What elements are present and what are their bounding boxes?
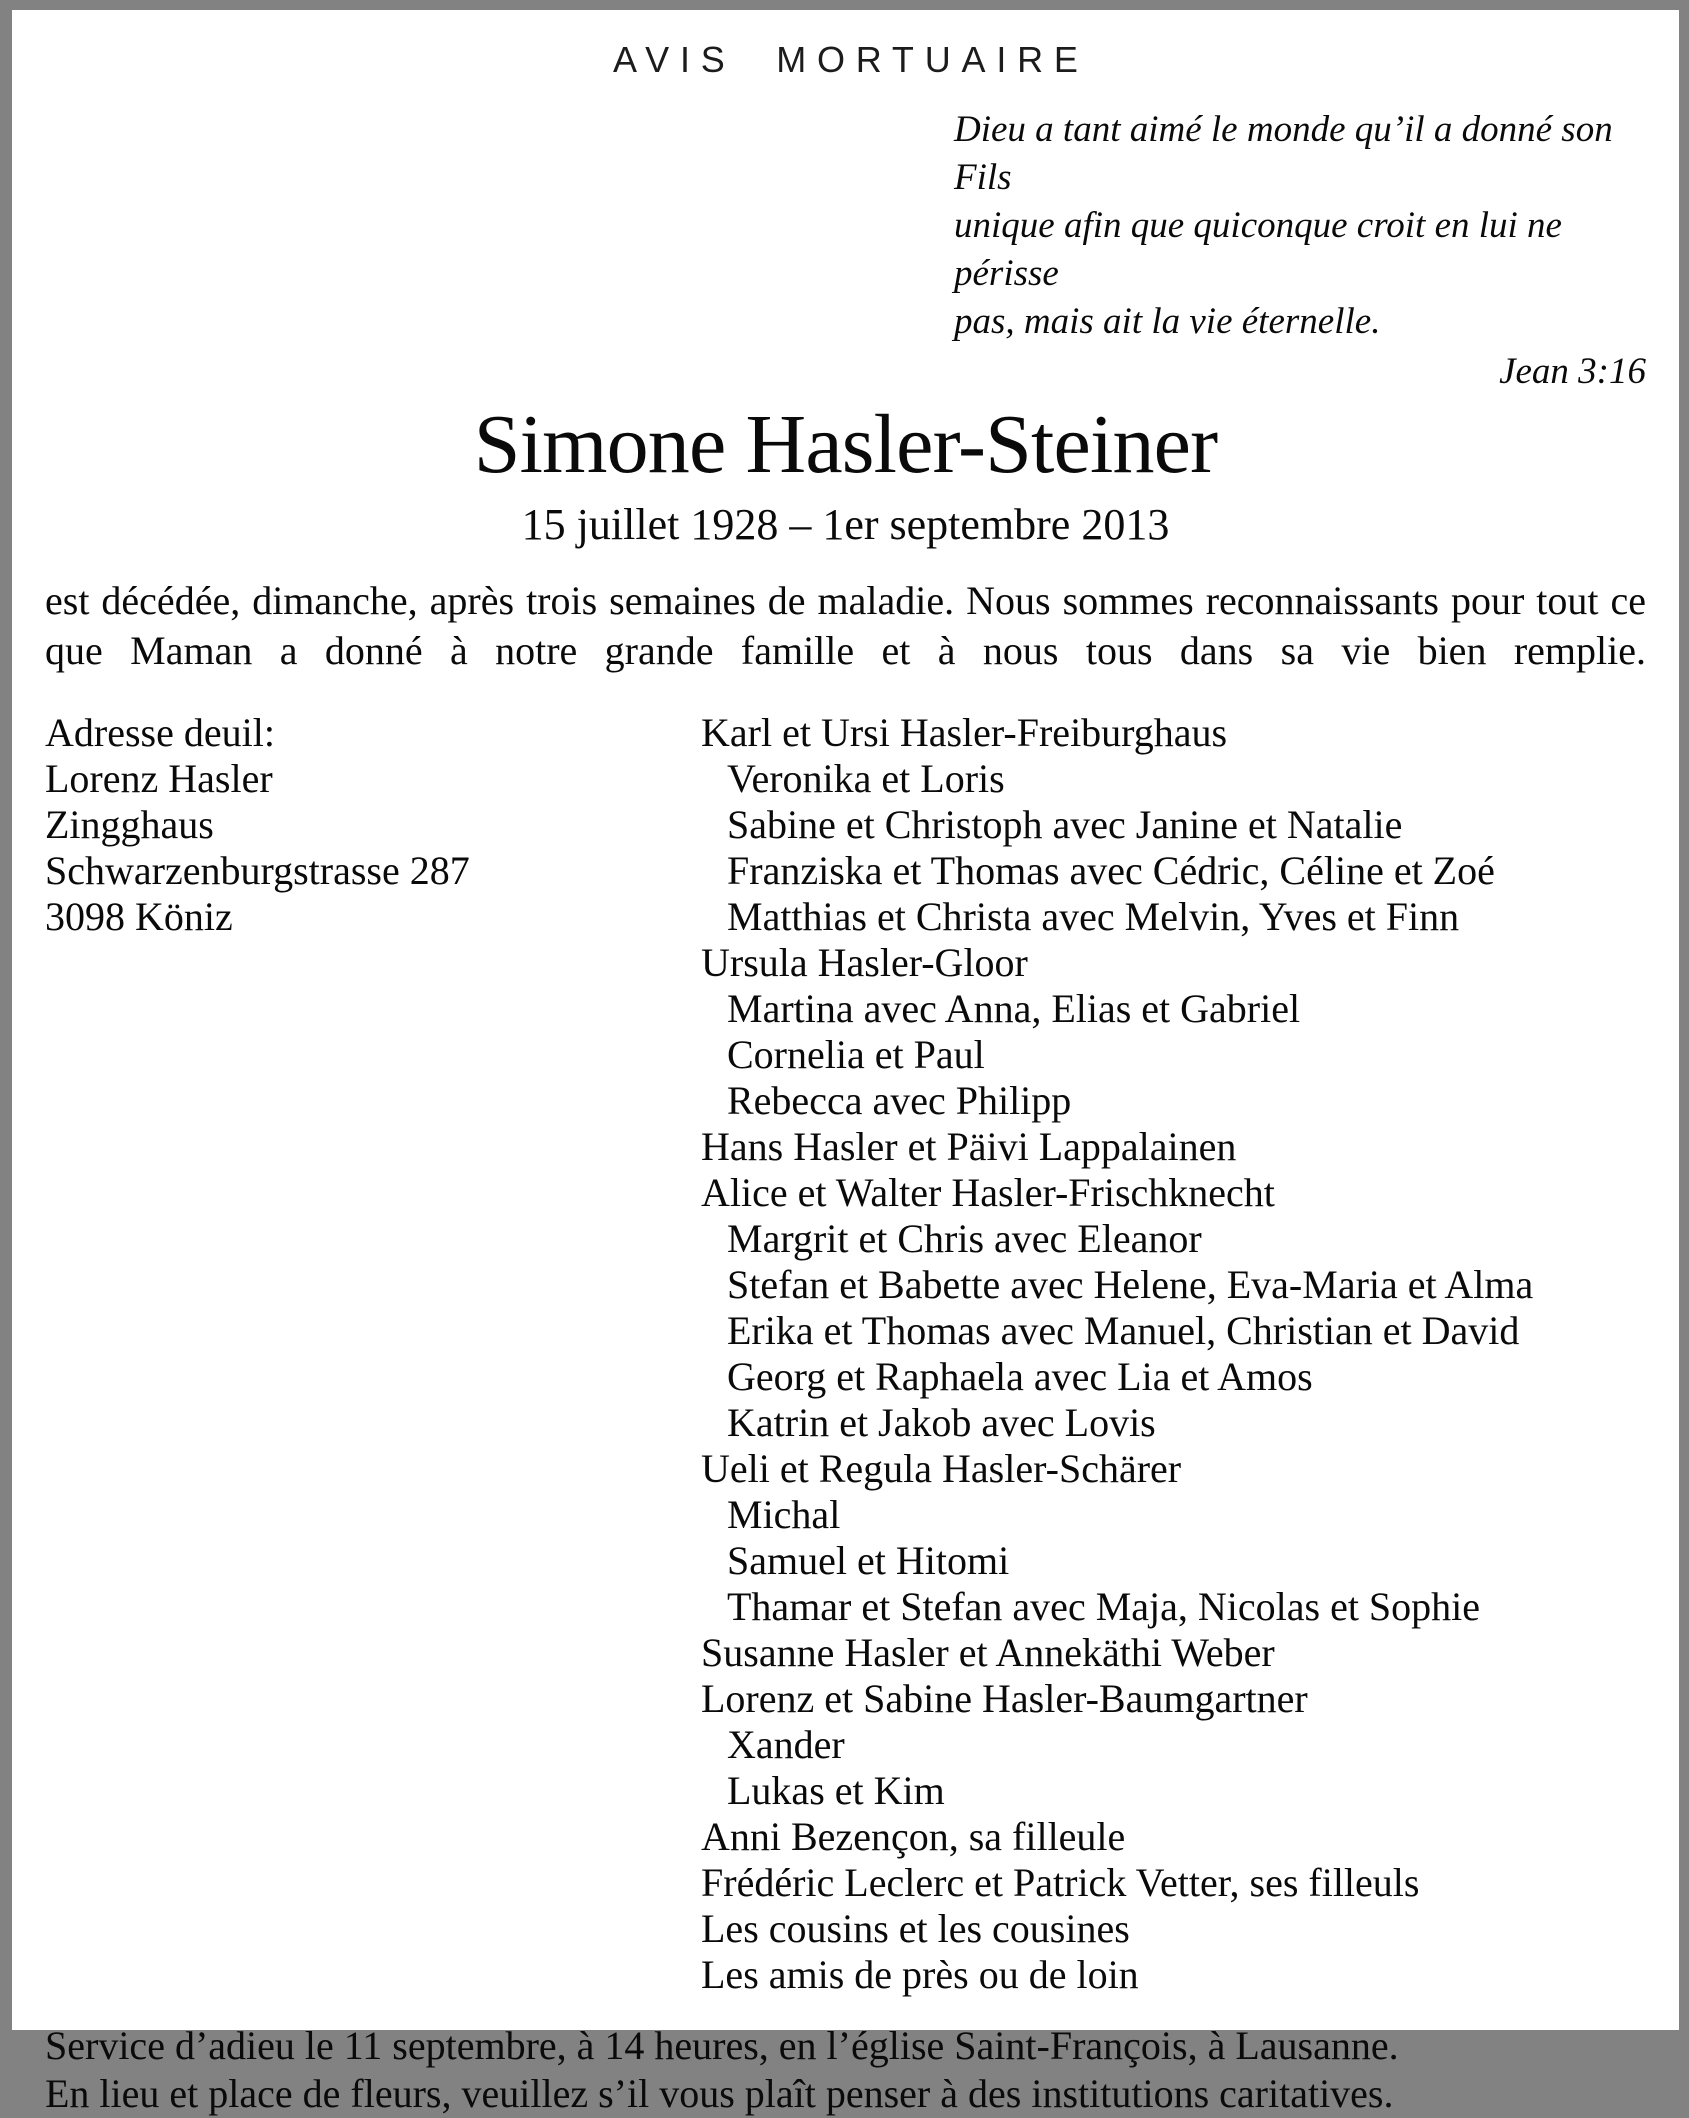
family-member-row: Martina avec Anna, Elias et Gabriel [727,986,1301,1031]
family-member-row: Matthias et Christa avec Melvin, Yves et Finn [727,894,1460,939]
family-member-row: Georg et Raphaela avec Lia et Amos [727,1354,1313,1399]
family-member-row: Franziska et Thomas avec Cédric, Céline et Zoé [727,848,1495,893]
family-list [701,710,1646,1998]
epigraph [954,106,1646,396]
service-info-line: En lieu et place de fleurs, veuillez s’il vous plaît penser à des institutions caritatives. [45,2071,1394,2116]
family-member-row: Karl et Ursi Hasler-Freiburghaus [701,710,1228,755]
mourning-address-line: Lorenz Hasler [45,756,273,801]
family-member-row: Margrit et Chris avec Eleanor [727,1216,1202,1261]
epigraph-line: Dieu a tant aimé le monde qu’il a donné son Fils [954,109,1613,198]
family-member-row: Stefan et Babette avec Helene, Eva-Maria et Alma [727,1262,1534,1307]
family-member-row: Lukas et Kim [727,1768,945,1813]
family-member-row: Sabine et Christoph avec Janine et Natalie [727,802,1403,847]
family-member-row: Erika et Thomas avec Manuel, Christian et David [727,1308,1520,1353]
family-member-row: Katrin et Jakob avec Lovis [727,1400,1156,1445]
family-member-row: Michal [727,1492,841,1537]
epigraph-lines [954,106,1646,346]
family-member-row: Susanne Hasler et Annekäthi Weber [701,1630,1275,1675]
family-member-row: Ursula Hasler-Gloor [701,940,1028,985]
family-member-row: Xander [727,1722,845,1767]
family-member-row: Anni Bezençon, sa filleule [701,1814,1126,1859]
announcement-paragraph: est décédée, dimanche, après trois semaines de maladie. Nous sommes reconnaissants pour tout ce que Maman a donné à notre grande famille et à nous tous dans sa vie bien remplie. [45,578,1646,673]
family-member-row: Lorenz et Sabine Hasler-Baumgartner [701,1676,1308,1721]
mourning-address-label: Adresse deuil: [45,710,275,755]
obituary-card [12,10,1679,2116]
family-member-row: Samuel et Hitomi [727,1538,1010,1583]
epigraph-line: unique afin que quiconque croit en lui ne périsse [954,205,1562,294]
service-info [45,2022,1646,2118]
mourning-address-lines [45,756,701,940]
family-member-row: Les cousins et les cousines [701,1906,1130,1951]
content-columns [45,710,1646,1998]
service-info-line: Service d’adieu le 11 septembre, à 14 heures, en l’église Saint-François, à Lausanne. [45,2023,1399,2068]
family-member-row: Alice et Walter Hasler-Frischknecht [701,1170,1275,1215]
family-member-row: Les amis de près ou de loin [701,1952,1139,1997]
family-member-row: Thamar et Stefan avec Maja, Nicolas et Sophie [727,1584,1481,1629]
notice-kicker: AVIS MORTUAIRE [613,39,1089,80]
mourning-address [45,710,701,1998]
family-member-row: Frédéric Leclerc et Patrick Vetter, ses filleuls [701,1860,1420,1905]
family-member-row: Rebecca avec Philipp [727,1078,1072,1123]
deceased-name: Simone Hasler-Steiner [473,398,1218,491]
family-member-row: Veronika et Loris [727,756,1005,801]
life-dates: 15 juillet 1928 – 1er septembre 2013 [521,500,1170,549]
family-member-row: Ueli et Regula Hasler-Schärer [701,1446,1182,1491]
family-member-row: Cornelia et Paul [727,1032,985,1077]
mourning-address-line: Schwarzenburgstrasse 287 [45,848,470,893]
family-member-row: Hans Hasler et Päivi Lappalainen [701,1124,1237,1169]
mourning-address-line: Zingghaus [45,802,214,847]
mourning-address-line: 3098 Köniz [45,894,233,939]
epigraph-attribution: Jean 3:16 [1499,351,1646,392]
epigraph-line: pas, mais ait la vie éternelle. [954,301,1381,342]
